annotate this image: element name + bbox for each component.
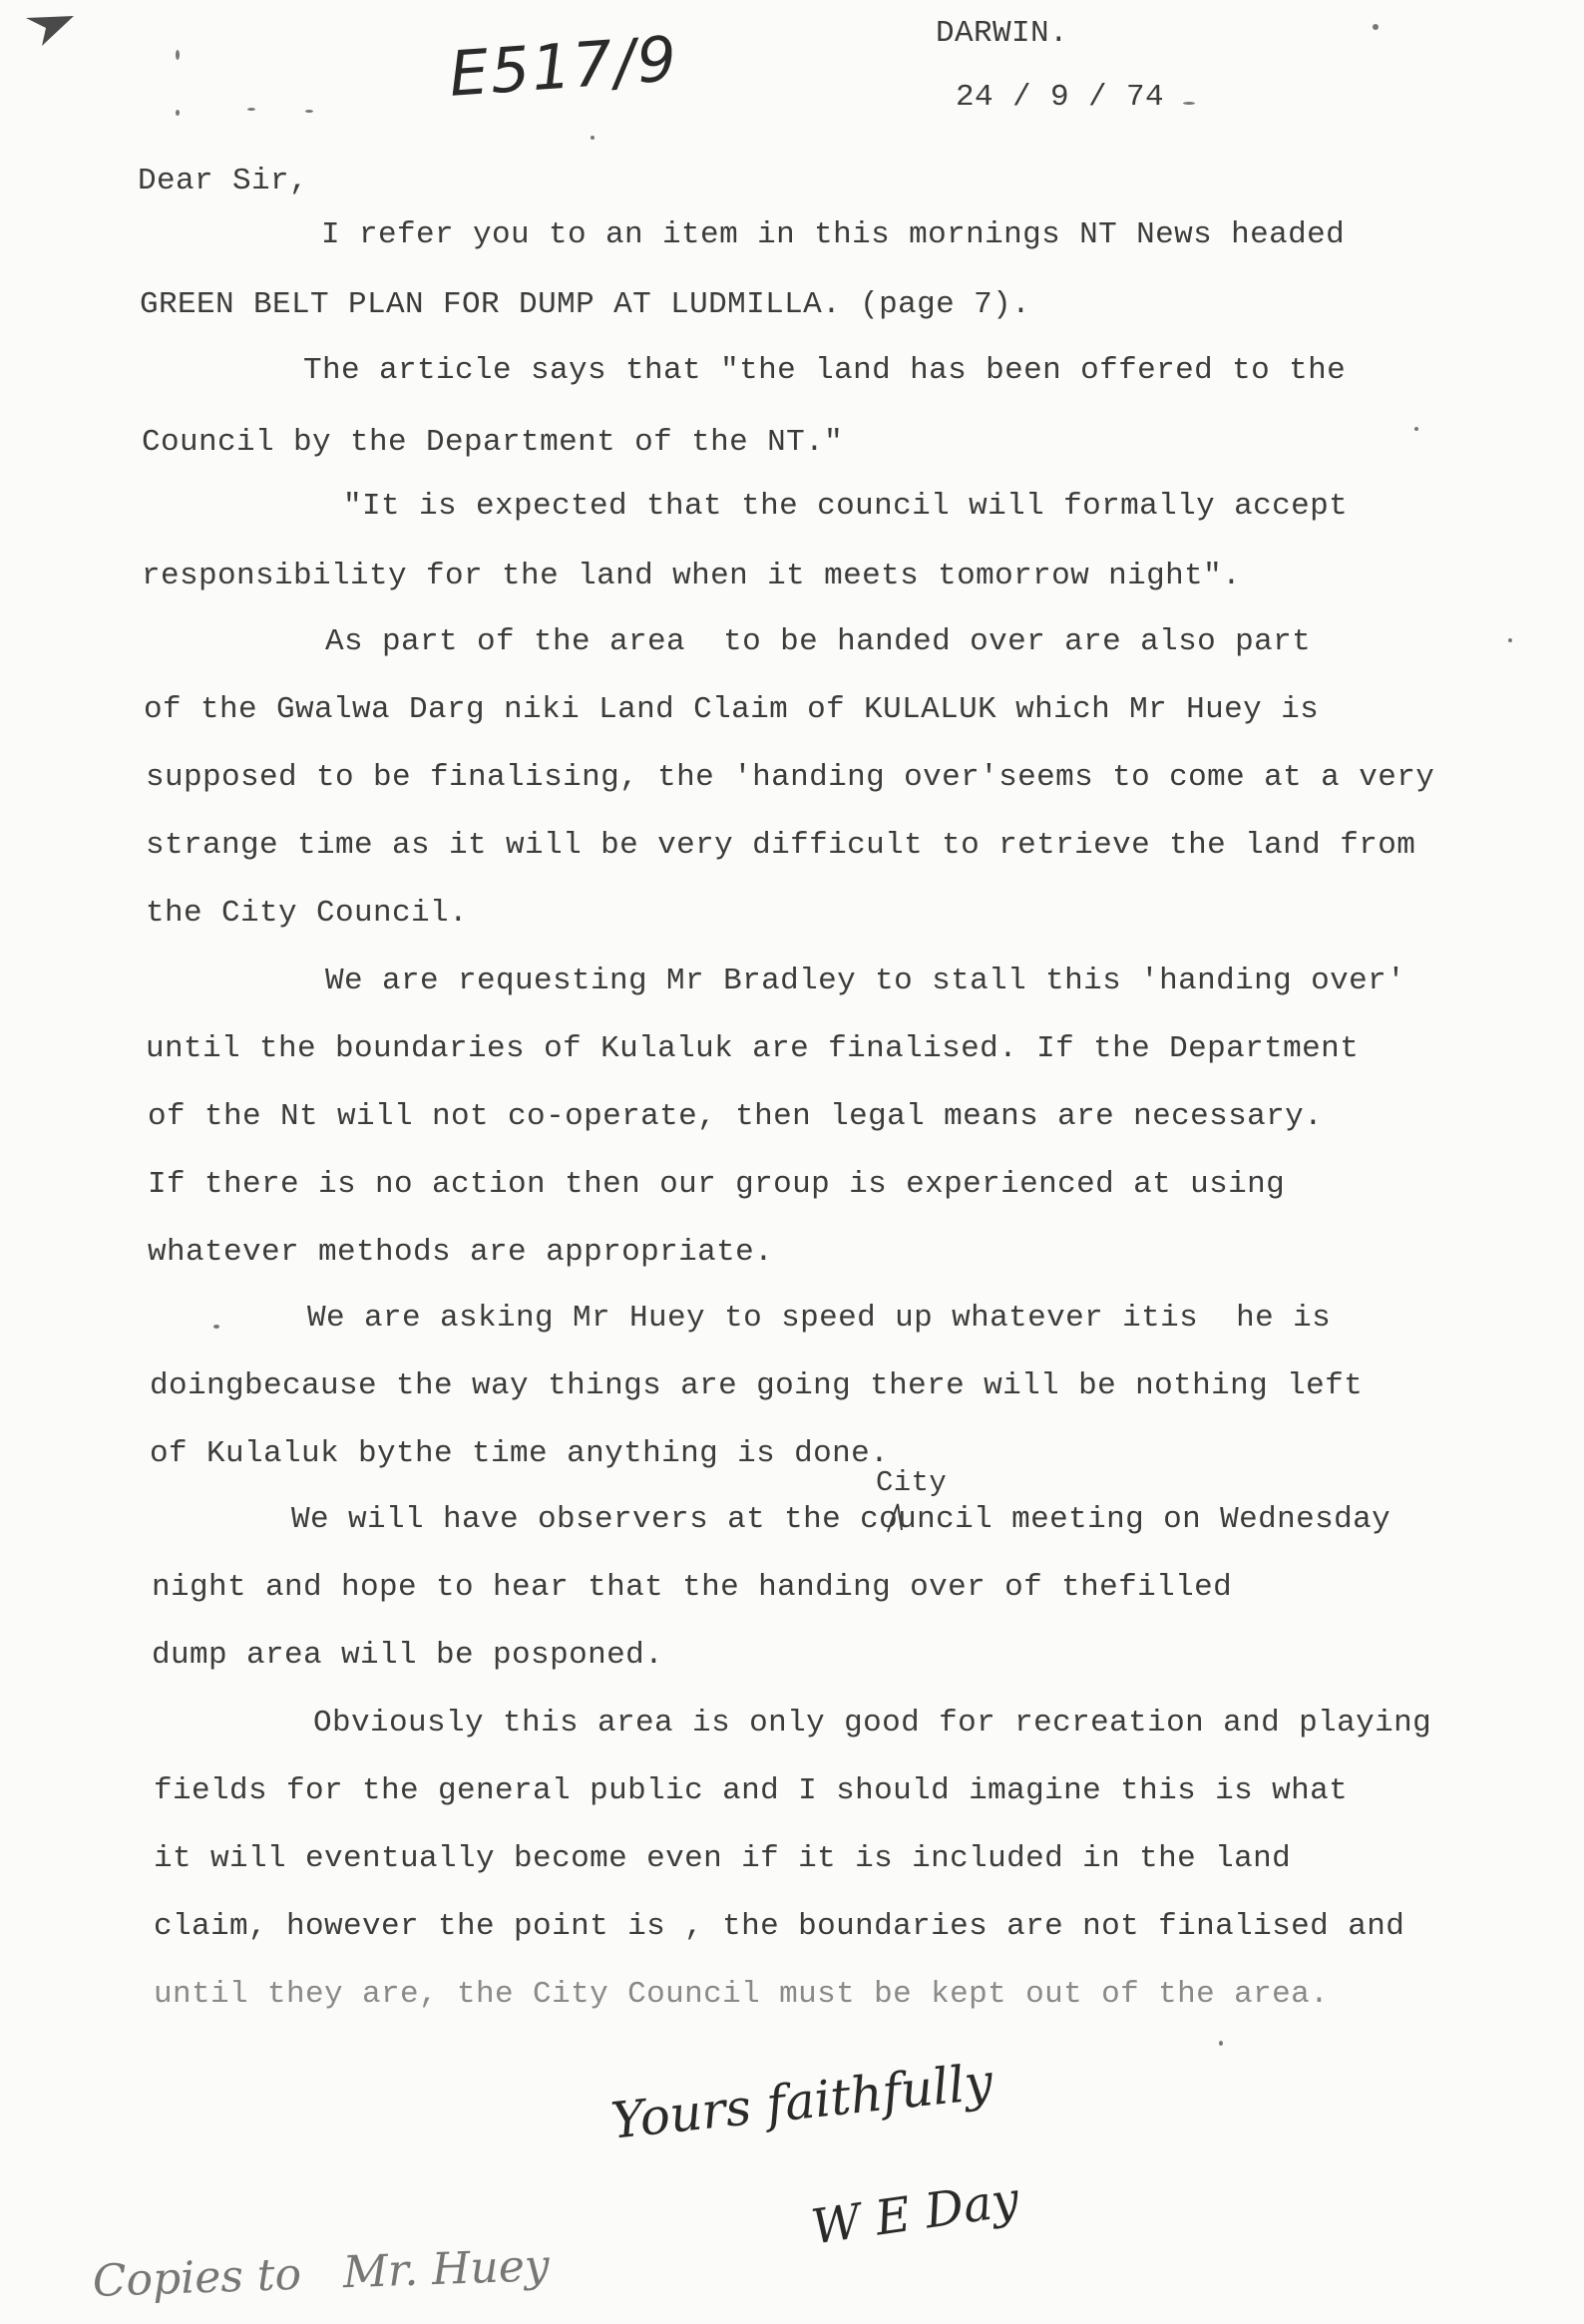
body-line: If there is no action then our group is experienced at using bbox=[148, 1167, 1286, 1202]
body-line: until the boundaries of Kulaluk are finalised. If the Department bbox=[146, 1031, 1360, 1066]
letter-place: DARWIN. bbox=[936, 16, 1069, 51]
body-line: of Kulaluk bythe time anything is done. bbox=[150, 1436, 890, 1471]
closing: Yours faithfully bbox=[608, 2052, 995, 2150]
body-line: Council by the Department of the NT." bbox=[142, 425, 844, 460]
salutation: Dear Sir, bbox=[138, 164, 309, 198]
scan-speck bbox=[247, 108, 255, 111]
body-line: "It is expected that the council will formally accept bbox=[343, 489, 1349, 524]
body-line: We are asking Mr Huey to speed up whatever itis he is bbox=[307, 1301, 1332, 1336]
body-line: of the Gwalwa Darg niki Land Claim of KULALUK which Mr Huey is bbox=[144, 692, 1320, 727]
body-line: the City Council. bbox=[146, 896, 469, 931]
body-line: GREEN BELT PLAN FOR DUMP AT LUDMILLA. (page 7). bbox=[140, 287, 1031, 322]
body-line: it will eventually become even if it is included in the land bbox=[154, 1841, 1292, 1876]
body-line: The article says that "the land has been offered to the bbox=[303, 353, 1347, 388]
scan-speck bbox=[1219, 2041, 1223, 2046]
body-line: doingbecause the way things are going there will be nothing left bbox=[150, 1368, 1364, 1403]
scan-speck bbox=[213, 1325, 219, 1329]
body-line: of the Nt will not co-operate, then legal means are necessary. bbox=[148, 1099, 1324, 1134]
body-line: whatever methods are appropriate. bbox=[148, 1235, 774, 1270]
body-line: responsibility for the land when it meets tomorrow night". bbox=[142, 559, 1242, 593]
body-line: until they are, the City Council must be kept out of the area. bbox=[154, 1977, 1330, 2012]
body-line: As part of the area to be handed over are also part bbox=[325, 624, 1312, 659]
body-line: dump area will be posponed. bbox=[152, 1638, 664, 1673]
copies-note: Copies to Mr. Huey bbox=[92, 2240, 551, 2307]
reference-number: E517/9 bbox=[447, 21, 681, 111]
body-line: We are requesting Mr Bradley to stall this 'handing over' bbox=[325, 964, 1406, 998]
scan-speck bbox=[1414, 427, 1418, 431]
body-line: Obviously this area is only good for recreation and playing bbox=[313, 1706, 1432, 1741]
body-line: fields for the general public and I should imagine this is what bbox=[154, 1773, 1349, 1808]
body-line: strange time as it will be very difficult to retrieve the land from bbox=[146, 828, 1416, 863]
scan-speck bbox=[1373, 24, 1379, 30]
body-line: supposed to be finalising, the 'handing over'seems to come at a very bbox=[146, 760, 1435, 795]
scan-speck bbox=[1508, 638, 1512, 642]
scan-speck bbox=[176, 50, 180, 60]
scan-speck bbox=[176, 110, 180, 116]
body-line: We will have observers at the council meeting on Wednesday bbox=[291, 1502, 1391, 1537]
body-line: I refer you to an item in this mornings NT News headed bbox=[321, 217, 1346, 252]
signature: W E Day bbox=[808, 2170, 1022, 2256]
corner-stamp-mark bbox=[24, 14, 76, 48]
scan-speck bbox=[1183, 102, 1195, 105]
letter-date: 24 / 9 / 74 bbox=[956, 80, 1165, 115]
scan-speck bbox=[591, 136, 594, 140]
body-line: claim, however the point is , the boundaries are not finalised and bbox=[154, 1909, 1405, 1944]
scan-speck bbox=[305, 110, 313, 113]
inserted-word: City bbox=[876, 1466, 948, 1499]
body-line: night and hope to hear that the handing over of thefilled bbox=[152, 1570, 1233, 1605]
